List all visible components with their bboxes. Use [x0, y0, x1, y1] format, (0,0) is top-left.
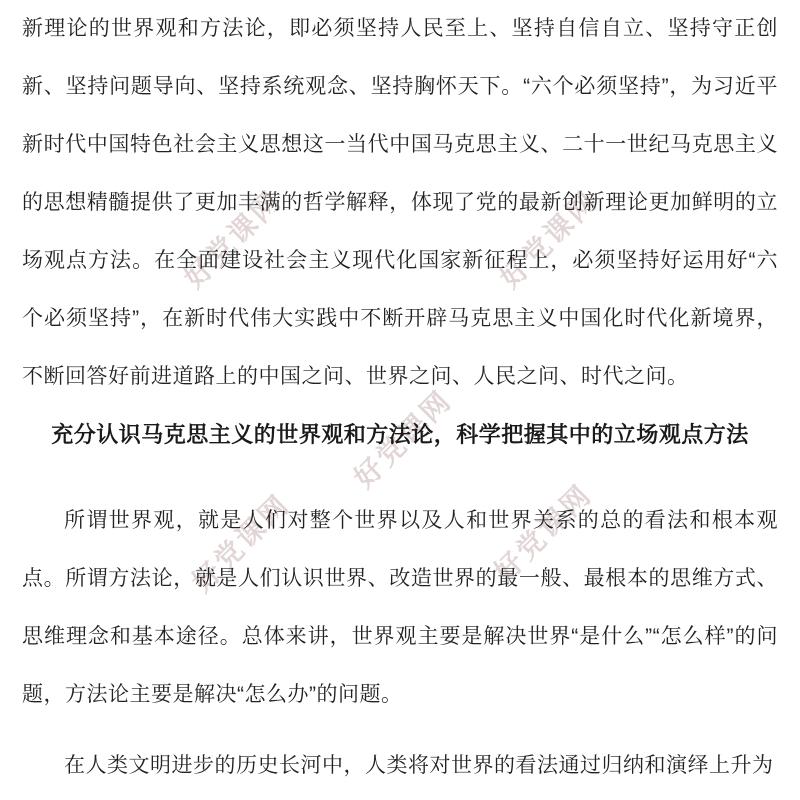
watermark-text: 好党课网 — [348, 384, 458, 494]
paragraph: 在人类文明进步的历史长河中，人类将对世界的看法通过归纳和演绎上升为 — [64, 754, 774, 777]
watermark-text: 好党课网 — [186, 488, 296, 598]
section-heading: 充分认识马克思主义的世界观和方法论，科学把握其中的立场观点方法 — [51, 422, 749, 447]
paragraph: 所谓世界观，就是人们对整个世界以及人和世界关系的总的看法和根本观点。所谓方法论，就是人们认识世界、改造世界的最一般、最根本的思维方式、思维理念和基本途径。总体来讲，世界观主要是解决世界“是什么”“怎么样”的问题，方法论主要是解决“怎么办”的问题。 — [22, 509, 778, 706]
watermark-text: 好党课网 — [178, 184, 288, 294]
watermark-text: 好党课网 — [494, 184, 604, 294]
document-body — [22, 0, 778, 795]
paragraph: 新理论的世界观和方法论，即必须坚持人民至上、坚持自信自立、坚持守正创新、坚持问题导向、坚持系统观念、坚持胸怀天下。“六个必须坚持”，为习近平新时代中国特色社会主义思想这一当代中国马克思主义、二十一世纪马克思主义的思想精髓提供了更加丰满的哲学解释，体现了党的最新创新理论更加鲜明的立场观点方法。在全面建设社会主义现代化国家新征程上，必须坚持好运用好“六个必须坚持”，在新时代伟大实践中不断开辟马克思主义中国化时代化新境界，不断回答好前进道路上的中国之问、世界之问、人民之问、时代之问。 — [22, 17, 778, 388]
watermark-text: 好党课网 — [488, 478, 598, 588]
